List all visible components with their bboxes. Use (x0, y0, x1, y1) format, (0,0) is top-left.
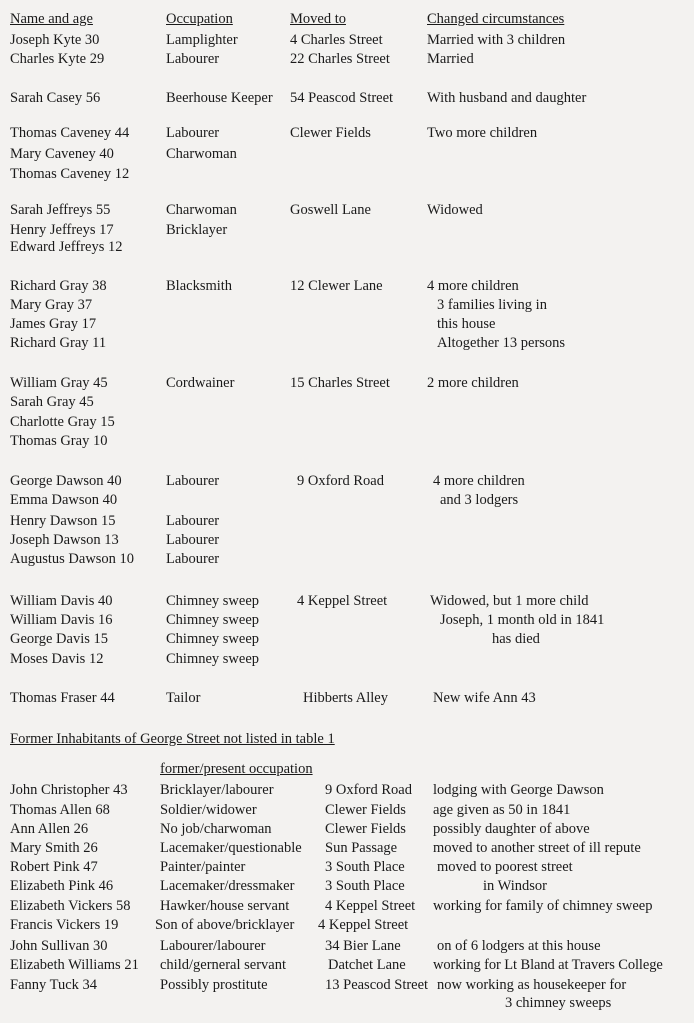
row-changed: New wife Ann 43 (433, 690, 536, 706)
header-name-and-age: Name and age (10, 11, 93, 27)
row-occupation: Chimney sweep (166, 593, 260, 609)
former-address: 9 Oxford Road (325, 782, 412, 798)
row-changed: With husband and daughter (427, 90, 587, 106)
former-occupation: Lacemaker/dressmaker (160, 878, 295, 894)
former-occupation: Hawker/house servant (160, 898, 290, 914)
former-note: age given as 50 in 1841 (433, 802, 571, 818)
former-occupation: Son of above/bricklayer (155, 917, 295, 933)
former-note: now working as housekeeper for (437, 977, 627, 993)
row-name: Henry Jeffreys 17 (10, 222, 114, 238)
row-moved-to: 12 Clewer Lane (290, 278, 383, 294)
header-changed-circumstances: Changed circumstances (427, 11, 565, 27)
former-address: 4 Keppel Street (325, 898, 416, 914)
row-name: Sarah Gray 45 (10, 394, 94, 410)
row-name: Thomas Gray 10 (10, 433, 108, 449)
row-moved-to: Hibberts Alley (303, 690, 388, 706)
row-name: Charlotte Gray 15 (10, 414, 115, 430)
row-changed: this house (437, 316, 496, 332)
row-moved-to: 15 Charles Street (290, 375, 390, 391)
row-changed: 4 more children (433, 473, 525, 489)
former-address: Clewer Fields (325, 821, 406, 837)
former-name: Francis Vickers 19 (10, 917, 119, 933)
former-note: in Windsor (483, 878, 547, 894)
row-name: James Gray 17 (10, 316, 97, 332)
former-address: 4 Keppel Street (318, 917, 409, 933)
row-occupation: Labourer (166, 551, 220, 567)
row-name: Thomas Caveney 44 (10, 125, 130, 141)
row-occupation: Blacksmith (166, 278, 233, 294)
former-address: 3 South Place (325, 878, 405, 894)
row-changed: Married (427, 51, 474, 67)
row-occupation: Labourer (166, 125, 220, 141)
former-name: John Sullivan 30 (10, 938, 108, 954)
row-occupation: Charwoman (166, 202, 237, 218)
row-moved-to: Clewer Fields (290, 125, 371, 141)
former-name: Thomas Allen 68 (10, 802, 110, 818)
former-address: 34 Bier Lane (325, 938, 401, 954)
row-name: George Davis 15 (10, 631, 108, 647)
row-occupation: Charwoman (166, 146, 237, 162)
row-name: Henry Dawson 15 (10, 513, 116, 529)
row-occupation: Labourer (166, 51, 220, 67)
row-name: Edward Jeffreys 12 (10, 239, 123, 255)
row-name: William Gray 45 (10, 375, 108, 391)
row-occupation: Cordwainer (166, 375, 235, 391)
row-name: Moses Davis 12 (10, 651, 104, 667)
former-occupation: Possibly prostitute (160, 977, 268, 993)
row-changed: 4 more children (427, 278, 519, 294)
former-note: moved to poorest street (437, 859, 573, 875)
former-note: working for family of chimney sweep (433, 898, 653, 914)
row-name: Joseph Kyte 30 (10, 32, 100, 48)
former-note: 3 chimney sweeps (505, 995, 612, 1011)
row-occupation: Tailor (166, 690, 201, 706)
row-changed: 3 families living in (437, 297, 547, 313)
row-name: William Davis 16 (10, 612, 113, 628)
row-changed: Widowed (427, 202, 483, 218)
row-name: Richard Gray 38 (10, 278, 107, 294)
former-occupation: Bricklayer/labourer (160, 782, 274, 798)
former-occupation: No job/charwoman (160, 821, 272, 837)
row-moved-to: 4 Charles Street (290, 32, 383, 48)
former-note: on of 6 lodgers at this house (437, 938, 601, 954)
former-address: Clewer Fields (325, 802, 406, 818)
section-subheader: former/present occupation (160, 761, 313, 777)
former-name: Elizabeth Vickers 58 (10, 898, 131, 914)
row-occupation: Chimney sweep (166, 651, 260, 667)
row-name: Augustus Dawson 10 (10, 551, 135, 567)
row-name: Richard Gray 11 (10, 335, 107, 351)
row-changed: Two more children (427, 125, 538, 141)
row-changed: Widowed, but 1 more child (430, 593, 589, 609)
row-changed: has died (492, 631, 540, 647)
row-occupation: Chimney sweep (166, 631, 260, 647)
row-name: Mary Gray 37 (10, 297, 93, 313)
former-address: 13 Peascod Street (325, 977, 429, 993)
row-name: Joseph Dawson 13 (10, 532, 119, 548)
row-name: Charles Kyte 29 (10, 51, 105, 67)
former-occupation: Lacemaker/questionable (160, 840, 302, 856)
row-occupation: Lamplighter (166, 32, 238, 48)
row-occupation: Labourer (166, 513, 220, 529)
former-address: 3 South Place (325, 859, 405, 875)
former-occupation: Painter/painter (160, 859, 246, 875)
former-note: possibly daughter of above (433, 821, 590, 837)
former-name: Mary Smith 26 (10, 840, 98, 856)
former-occupation: Soldier/widower (160, 802, 257, 818)
row-name: George Dawson 40 (10, 473, 122, 489)
row-name: William Davis 40 (10, 593, 113, 609)
row-name: Thomas Caveney 12 (10, 166, 130, 182)
former-name: Ann Allen 26 (10, 821, 89, 837)
row-moved-to: 22 Charles Street (290, 51, 390, 67)
former-address: Datchet Lane (328, 957, 406, 973)
row-occupation: Chimney sweep (166, 612, 260, 628)
former-address: Sun Passage (325, 840, 398, 856)
former-note: moved to another street of ill repute (433, 840, 641, 856)
header-moved-to: Moved to (290, 11, 346, 27)
former-name: John Christopher 43 (10, 782, 128, 798)
row-occupation: Beerhouse Keeper (166, 90, 273, 106)
row-changed: Married with 3 children (427, 32, 566, 48)
former-note: working for Lt Bland at Travers College (433, 957, 663, 973)
row-name: Sarah Jeffreys 55 (10, 202, 111, 218)
former-occupation: Labourer/labourer (160, 938, 266, 954)
former-name: Robert Pink 47 (10, 859, 98, 875)
row-changed: 2 more children (427, 375, 519, 391)
former-note: lodging with George Dawson (433, 782, 604, 798)
row-occupation: Labourer (166, 532, 220, 548)
former-name: Elizabeth Williams 21 (10, 957, 139, 973)
row-name: Mary Caveney 40 (10, 146, 114, 162)
former-name: Elizabeth Pink 46 (10, 878, 114, 894)
row-changed: Altogether 13 persons (437, 335, 566, 351)
row-changed: Joseph, 1 month old in 1841 (440, 612, 605, 628)
former-name: Fanny Tuck 34 (10, 977, 98, 993)
header-occupation: Occupation (166, 11, 233, 27)
row-moved-to: Goswell Lane (290, 202, 371, 218)
row-moved-to: 9 Oxford Road (297, 473, 384, 489)
row-name: Thomas Fraser 44 (10, 690, 115, 706)
row-changed: and 3 lodgers (440, 492, 519, 508)
row-occupation: Bricklayer (166, 222, 228, 238)
row-name: Emma Dawson 40 (10, 492, 118, 508)
row-moved-to: 54 Peascod Street (290, 90, 394, 106)
row-name: Sarah Casey 56 (10, 90, 101, 106)
former-occupation: child/gerneral servant (160, 957, 287, 973)
row-occupation: Labourer (166, 473, 220, 489)
row-moved-to: 4 Keppel Street (297, 593, 388, 609)
section-title: Former Inhabitants of George Street not listed in table 1 (10, 731, 335, 747)
